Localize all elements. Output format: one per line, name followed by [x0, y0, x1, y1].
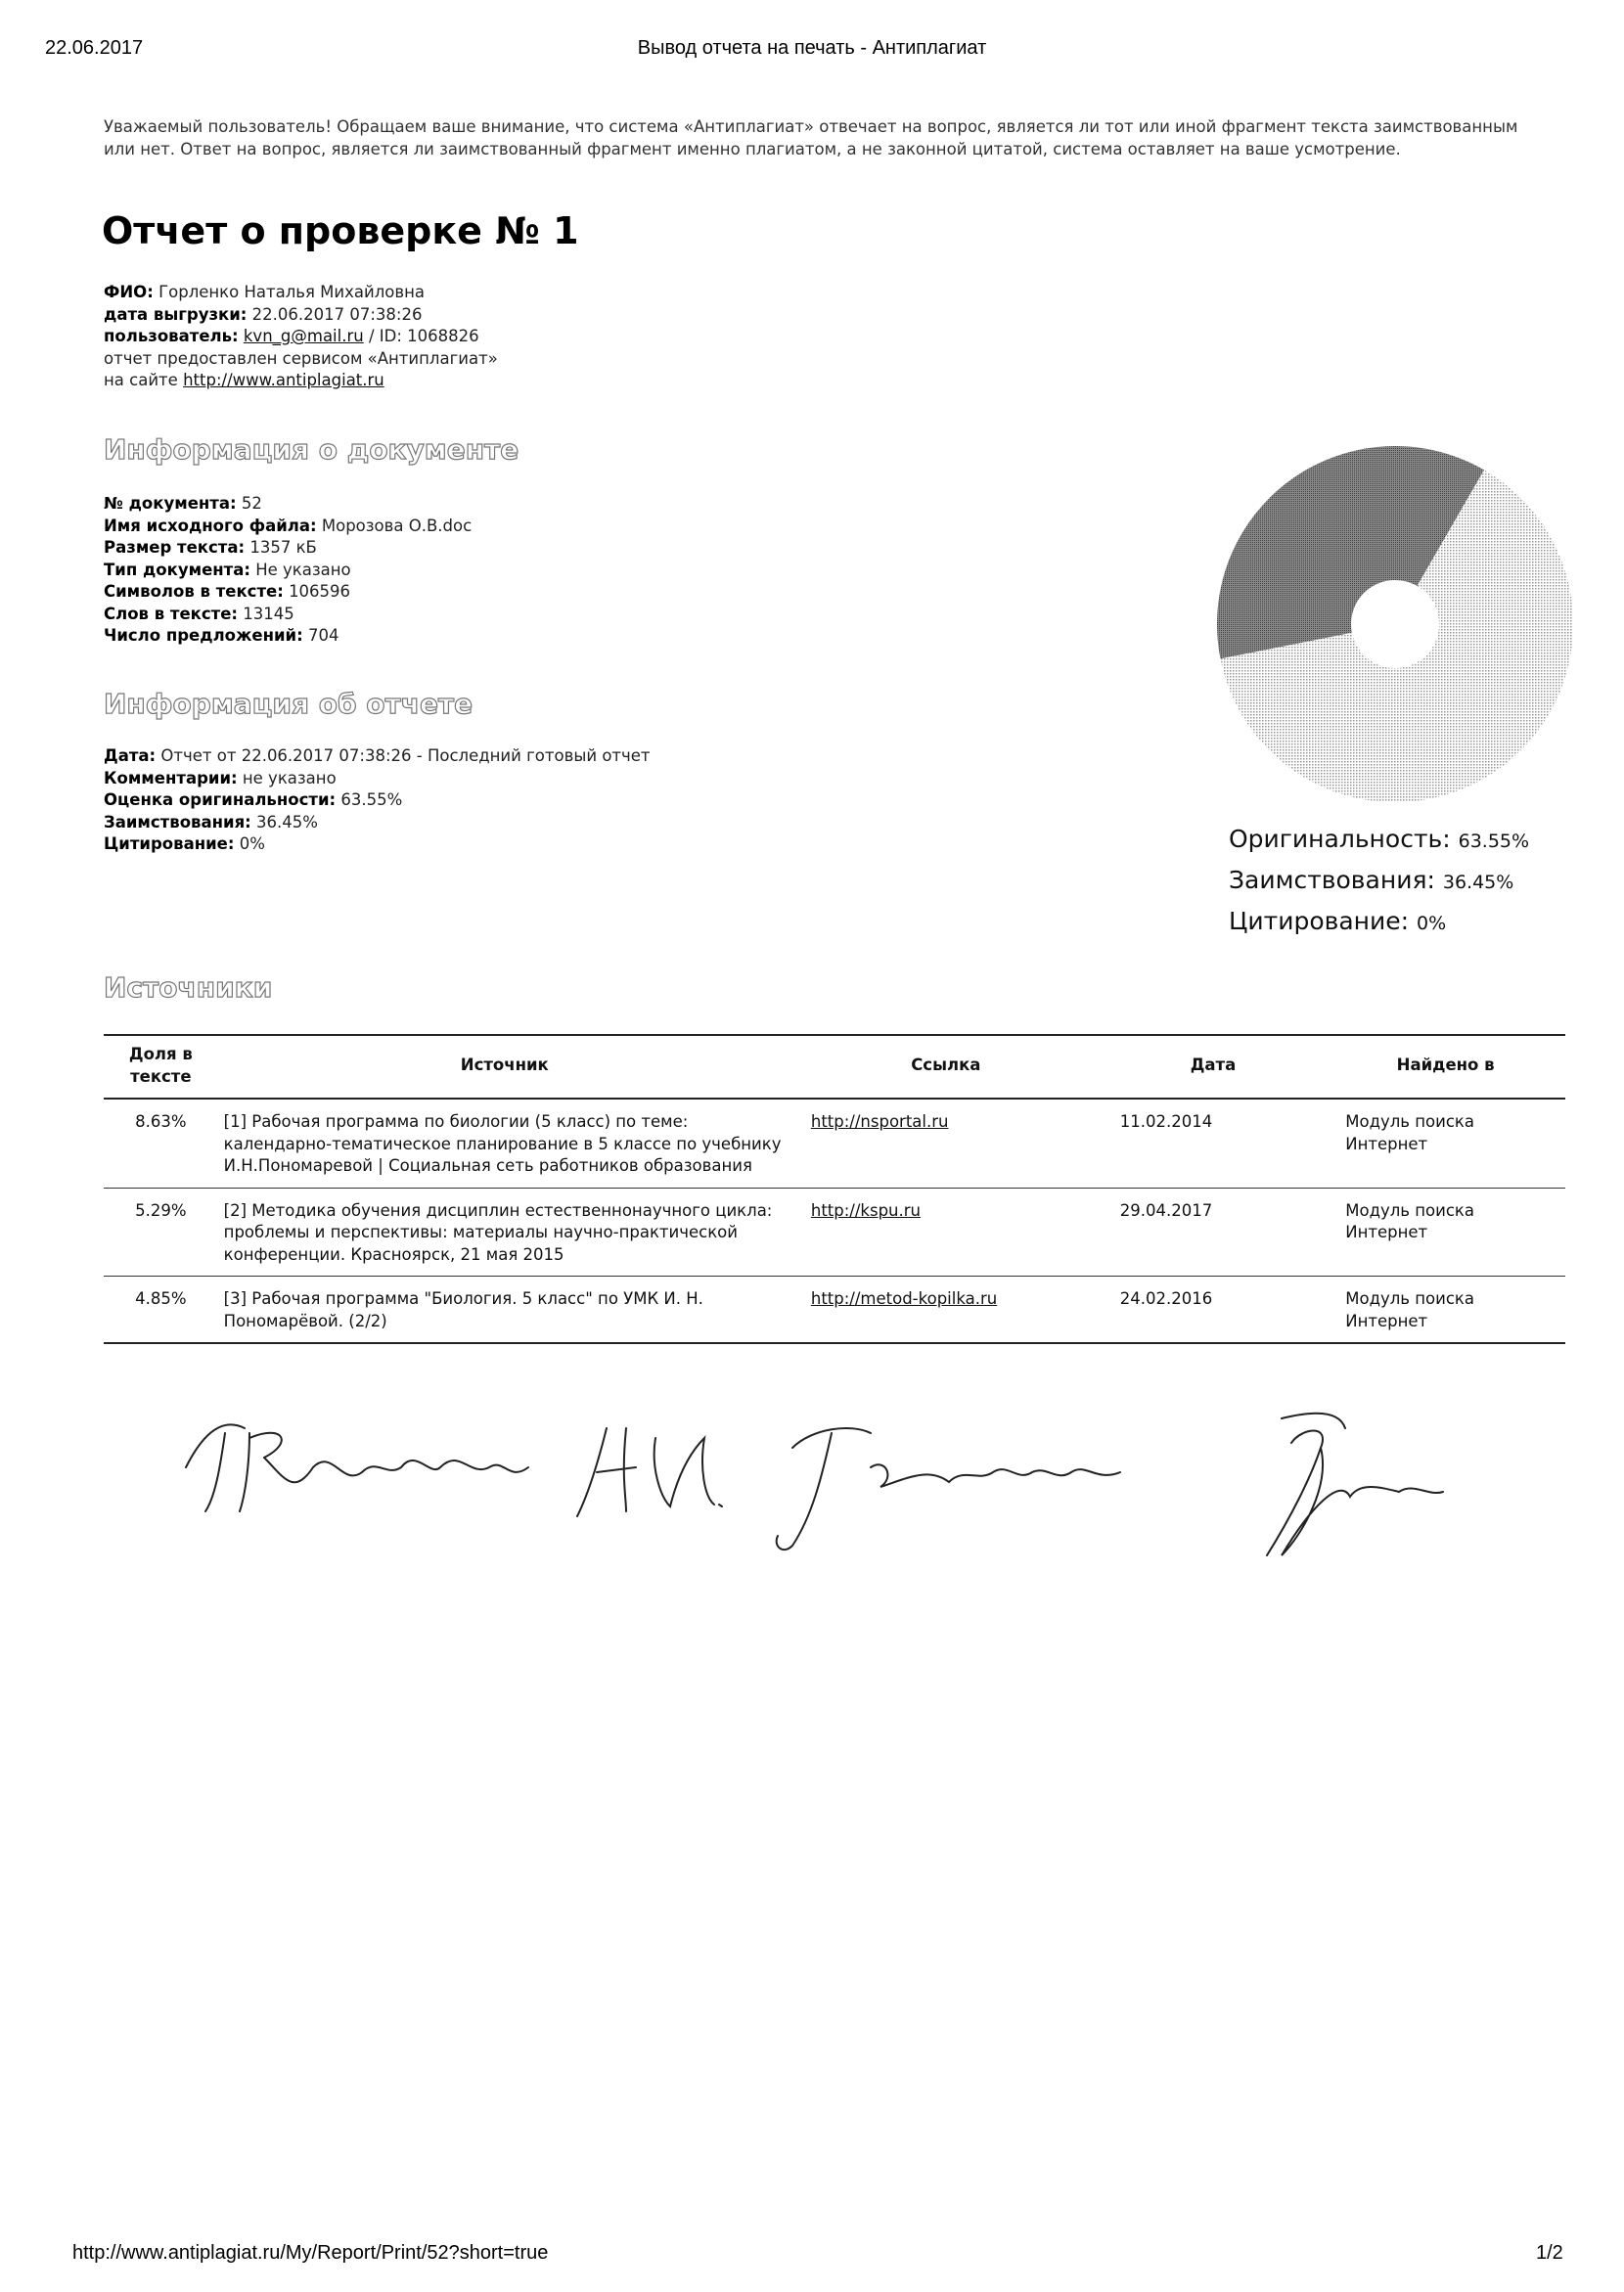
source-cell: [3] Рабочая программа "Биология. 5 класс" по УМК И. Н. Пономарёвой. (2/2)	[218, 1277, 791, 1344]
report-meta	[104, 282, 498, 392]
sources-heading: Источники	[104, 971, 273, 1004]
source-cell: [1] Рабочая программа по биологии (5 класс) по теме: календарно-тематическое планирование в 5 классе по учебнику И.Н.Пономаревой | Социальная сеть работников образования	[218, 1099, 791, 1188]
doc-info-row	[104, 560, 472, 582]
report-info-label: Оценка оригинальности:	[104, 790, 337, 809]
footer-url: http://www.antiplagiat.ru/My/Report/Print/52?short=true	[72, 2242, 549, 2264]
report-info-row	[104, 745, 651, 768]
doc-info-label: Число предложений:	[104, 626, 303, 645]
report-title: Отчет о проверке № 1	[102, 209, 579, 252]
table-row	[104, 1188, 1565, 1277]
report-info-value: 36.45%	[256, 812, 318, 831]
source-link[interactable]: http://metod-kopilka.ru	[810, 1289, 998, 1308]
user-label: пользователь:	[104, 327, 239, 345]
report-info-row	[104, 789, 651, 812]
column-header: Ссылка	[791, 1035, 1101, 1099]
column-header: Источник	[218, 1035, 791, 1099]
table-row	[104, 1099, 1565, 1188]
report-info-list	[104, 745, 651, 856]
doc-info-value: 106596	[289, 582, 351, 601]
legend-label: Цитирование:	[1229, 907, 1410, 935]
legend-value: 36.45%	[1442, 872, 1514, 893]
doc-info-value: 1357 кБ	[249, 538, 317, 557]
date-cell: 11.02.2014	[1101, 1099, 1327, 1188]
report-info-label: Цитирование:	[104, 834, 235, 853]
legend-item	[1229, 820, 1529, 861]
report-info-label: Заимствования:	[104, 812, 251, 831]
report-info-value: Отчет от 22.06.2017 07:38:26 - Последний готовый отчет	[160, 746, 651, 765]
doc-info-label: Имя исходного файла:	[104, 516, 317, 535]
provided-text: отчет предоставлен сервисом «Антиплагиат»	[104, 348, 498, 368]
share-cell: 5.29%	[104, 1188, 218, 1277]
share-cell: 8.63%	[104, 1099, 218, 1188]
date-cell: 29.04.2017	[1101, 1188, 1327, 1277]
fio-value: Горленко Наталья Михайловна	[158, 283, 425, 301]
doc-info-row	[104, 537, 472, 560]
table-row	[104, 1277, 1565, 1344]
date-cell: 24.02.2016	[1101, 1277, 1327, 1344]
site-link[interactable]: http://www.antiplagiat.ru	[183, 371, 384, 389]
upload-value: 22.06.2017 07:38:26	[251, 304, 423, 324]
legend-label: Оригинальность:	[1229, 825, 1451, 853]
site-prefix: на сайте	[104, 371, 178, 389]
legend-item	[1229, 902, 1529, 943]
doc-info-heading: Информация о документе	[104, 433, 519, 466]
print-date: 22.06.2017	[45, 37, 144, 59]
source-link[interactable]: http://kspu.ru	[810, 1200, 921, 1220]
doc-info-row	[104, 493, 472, 516]
legend-value: 0%	[1417, 913, 1447, 934]
doc-info-list	[104, 493, 472, 648]
originality-pie-chart	[1209, 438, 1581, 810]
user-id: / ID: 1068826	[368, 327, 479, 345]
page-number: 1/2	[1536, 2242, 1563, 2264]
table-header-row	[104, 1035, 1565, 1099]
handwritten-signature	[166, 1389, 1477, 1585]
fio-label: ФИО:	[104, 283, 154, 301]
doc-info-value: 52	[241, 494, 262, 513]
doc-info-label: № документа:	[104, 494, 237, 513]
doc-info-value: 704	[307, 626, 339, 645]
doc-info-row	[104, 516, 472, 538]
share-cell: 4.85%	[104, 1277, 218, 1344]
report-info-value: 0%	[239, 834, 265, 853]
report-info-value: не указано	[242, 768, 337, 787]
upload-label: дата выгрузки:	[104, 304, 248, 324]
report-info-row	[104, 833, 651, 856]
doc-info-value: Не указано	[255, 560, 351, 579]
doc-info-row	[104, 604, 472, 626]
legend-item	[1229, 861, 1529, 902]
report-info-value: 63.55%	[340, 790, 403, 809]
doc-info-label: Символов в тексте:	[104, 582, 284, 601]
doc-info-value: 13145	[243, 604, 294, 623]
legend-label: Заимствования:	[1229, 866, 1435, 894]
source-cell: [2] Методика обучения дисциплин естественнонаучного цикла: проблемы и перспективы: материалы научно-практической конференции. Красноярск, 21 мая 2015	[218, 1188, 791, 1277]
found-in-cell: Модуль поиска Интернет	[1326, 1188, 1565, 1277]
found-in-cell: Модуль поиска Интернет	[1326, 1099, 1565, 1188]
report-info-row	[104, 768, 651, 790]
intro-notice: Уважаемый пользователь! Обращаем ваше внимание, что система «Антиплагиат» отвечает на вопрос, является ли тот или иной фрагмент текста заимствованным или нет. Ответ на вопрос, является ли заимствованный фрагмент именно плагиатом, а не законной цитатой, система оставляет на ваше усмотрение.	[104, 117, 1518, 158]
page-title: Вывод отчета на печать - Антиплагиат	[637, 37, 987, 59]
sources-table	[104, 1034, 1565, 1344]
doc-info-label: Тип документа:	[104, 560, 250, 579]
report-info-heading: Информация об отчете	[104, 688, 474, 720]
doc-info-row	[104, 581, 472, 604]
report-info-label: Комментарии:	[104, 768, 238, 787]
column-header: Доля в тексте	[104, 1035, 218, 1099]
source-link[interactable]: http://nsportal.ru	[810, 1112, 949, 1131]
doc-info-value: Морозова О.В.doc	[321, 516, 473, 535]
report-info-label: Дата:	[104, 746, 157, 765]
pie-legend	[1229, 820, 1529, 943]
column-header: Дата	[1101, 1035, 1327, 1099]
found-in-cell: Модуль поиска Интернет	[1326, 1277, 1565, 1344]
doc-info-label: Размер текста:	[104, 538, 246, 557]
user-email-link[interactable]: kvn_g@mail.ru	[243, 327, 364, 345]
doc-info-row	[104, 625, 472, 648]
legend-value: 63.55%	[1458, 831, 1530, 852]
report-info-row	[104, 812, 651, 834]
column-header: Найдено в	[1326, 1035, 1565, 1099]
doc-info-label: Слов в тексте:	[104, 604, 238, 623]
